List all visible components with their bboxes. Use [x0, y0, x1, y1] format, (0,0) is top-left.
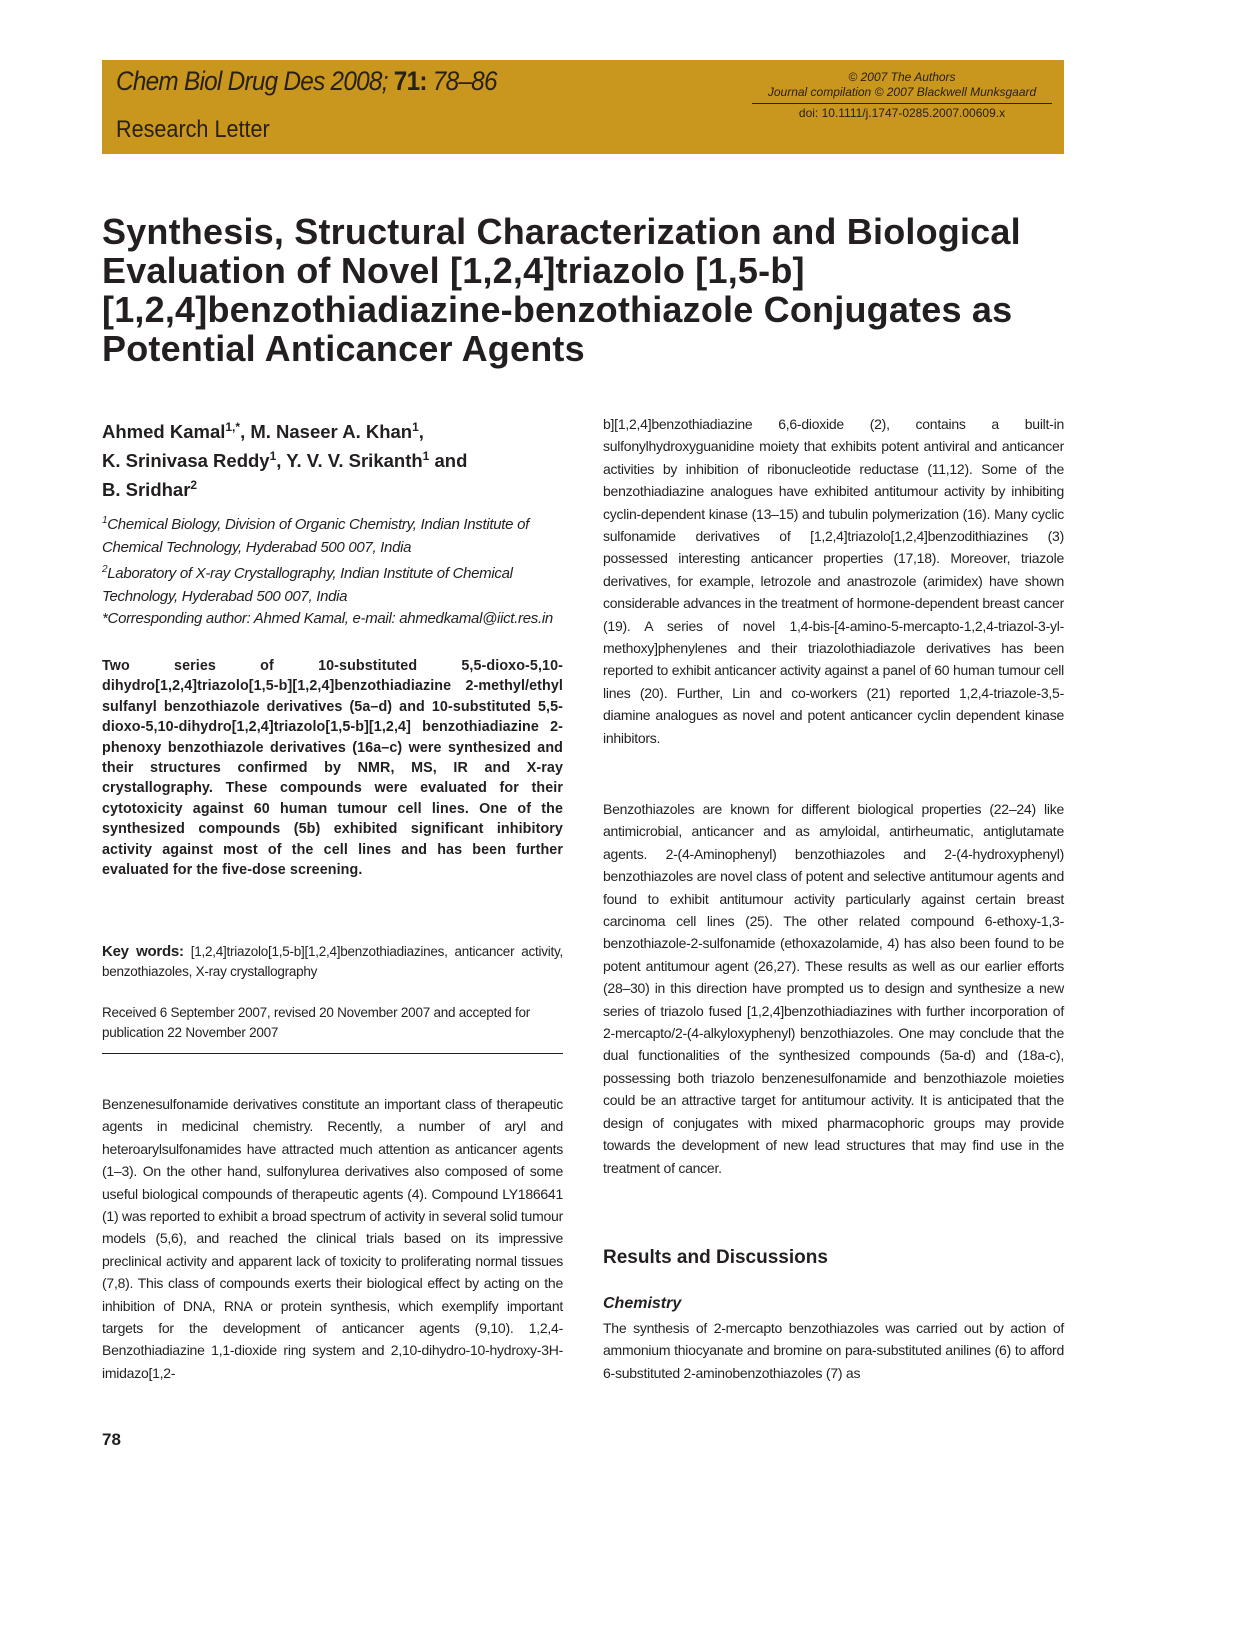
- journal-pages: 78–86: [432, 66, 497, 96]
- author-sep: ,: [418, 421, 424, 443]
- author: [102, 479, 197, 500]
- keywords-label: Key words:: [102, 943, 184, 960]
- author-sup: 1: [269, 449, 277, 464]
- author-sep: ,: [240, 421, 251, 443]
- intro-paragraph: Benzenesulfonamide derivatives constitute an important class of therapeutic agents in medicinal chemistry. Recently, a number of aryl and heteroarylsulfonamides have attracted much attention as anticancer agents (1–3). On the other hand, sulfonylurea derivatives also composed of some useful biological compounds of therapeutic agents (4). Compound LY186641 (1) was reported to exhibit a broad spectrum of activity in several solid tumour models (5,6), and reached the clinical trials based on its impressive preclinical activity and apparent lack of toxicity to proliferating normal tissues (7,8). This class of compounds exerts their biological effect by acting on the inhibition of DNA, RNA or protein synthesis, which exemplify important targets for the development of anticancer agents (9,10). 1,2,4-Benzothiadiazine 1,1-dioxide ring system and 2,10-dihydro-10-hydroxy-3H-imidazo[1,2-: [102, 1096, 563, 1381]
- abstract: Two series of 10-substituted 5,5-dioxo-5,10-dihydro[1,2,4]triazolo[1,5-b][1,2,4]benzothiadiazine 2-methyl/ethyl sulfanyl benzothiazole derivatives (5a–d) and 10-substituted 5,5-dioxo-5,10-dihydro[1,2,4]triazolo[1,5-b][1,2,4] benzothiadiazine 2-phenoxy benzothiazole derivatives (16a–c) were synthesized and their structures confirmed by NMR, MS, IR and X-ray crystallography. These compounds were evaluated for their cytotoxicity against 60 human tumour cell lines. One of the synthesized compounds (5b) exhibited significant inhibitory activity against most of the cell lines and has been further evaluated for the five-dose screening.: [102, 658, 563, 879]
- author-name: Ahmed Kamal: [102, 421, 226, 443]
- author-name: B. Sridhar: [102, 479, 191, 501]
- affiliation-sup: 1: [102, 515, 108, 526]
- page-number: 78: [102, 1430, 121, 1449]
- section-heading: Results and Discussions: [603, 1247, 828, 1268]
- divider: [102, 1053, 563, 1054]
- affiliation-text: Chemical Biology, Division of Organic Chemistry, Indian Institute of Chemical Technology, Hyderabad 500 007, India: [102, 516, 529, 556]
- compilation: Journal compilation © 2007 Blackwell Munksgaard: [767, 85, 1037, 99]
- author-name: M. Naseer A. Khan: [250, 421, 413, 443]
- copyright: © 2007 The Authors: [848, 70, 956, 84]
- journal-name: Chem Biol Drug Des 2008;: [116, 66, 388, 96]
- journal-header-band: [102, 60, 1064, 154]
- author-list: [102, 415, 572, 502]
- author-sep: ,: [276, 450, 287, 472]
- author: [286, 450, 467, 471]
- body-paragraph: The synthesis of 2-mercapto benzothiazoles was carried out by action of ammonium thiocyanate and bromine on para-substituted anilines (6) to afford 6-substituted 2-aminobenzothiazoles (7) as: [603, 1320, 1064, 1381]
- author-sup: 1: [412, 420, 419, 434]
- author-sup: 1: [422, 449, 430, 464]
- subsection-heading: Chemistry: [603, 1295, 682, 1312]
- article-type: Research Letter: [116, 116, 270, 143]
- corresponding-author: *Corresponding author: Ahmed Kamal, e-mail: ahmedkamal@iict.res.in: [102, 610, 553, 627]
- author-sup: 1,*: [225, 420, 241, 434]
- affiliation: [102, 559, 572, 608]
- copyright-block: [752, 70, 1052, 121]
- author-sep: and: [429, 450, 468, 472]
- journal-citation: [116, 66, 497, 97]
- author: [102, 421, 250, 442]
- affiliation: [102, 510, 572, 559]
- author-name: Y. V. V. Srikanth: [286, 450, 423, 472]
- keywords: [102, 942, 563, 982]
- keywords-text: [1,2,4]triazolo[1,5-b][1,2,4]benzothiadiazines, anticancer activity, benzothiazoles, X-ray crystallography: [102, 944, 563, 979]
- affiliations: [102, 510, 572, 631]
- doi[interactable]: doi: 10.1111/j.1747-0285.2007.00609.x: [752, 103, 1052, 121]
- body-paragraph: b][1,2,4]benzothiadiazine 6,6-dioxide (2), contains a built-in sulfonylhydroxyguanidine moiety that exhibits potent antiviral and anticancer activities by inhibition of ribonucleotide reductase (11,12). Some of the benzothiadiazine analogues have exhibited antitumour activity by inhibiting cyclin-dependent kinase (13–15) and tubulin polymerization (16). Many cyclic sulfonamide derivatives of [1,2,4]triazolo[1,2,4]benzodithiazines (3) possessed interesting anticancer properties (17,18). Moreover, triazole derivatives, for example, letrozole and anastrozole (arimidex) have shown considerable advances in the treatment of hormone-dependent breast cancer (19). A series of novel 1,4-bis-[4-amino-5-mercapto-1,2,4-triazol-3-yl-methoxy]phenylenes and their triazolothiadiazole derivatives has been reported to exhibit anticancer activity against a panel of 60 human tumour cell lines (20). Further, Lin and co-workers (21) reported 1,2,4-triazole-3,5-diamine analogues as novel and potent anticancer cyclin dependent kinase inhibitors.: [603, 416, 1064, 746]
- author: [102, 450, 286, 471]
- author-name: K. Srinivasa Reddy: [102, 450, 270, 472]
- affiliation-text: Laboratory of X-ray Crystallography, Indian Institute of Chemical Technology, Hyderabad 500 007, India: [102, 565, 513, 605]
- author-sup: 2: [190, 478, 198, 493]
- author: [250, 421, 424, 442]
- received-dates: Received 6 September 2007, revised 20 November 2007 and accepted for publication 22 November 2007: [102, 1005, 531, 1040]
- body-paragraph: Benzothiazoles are known for different biological properties (22–24) like antimicrobial, anticancer and as amyloidal, antirheumatic, antiglutamate agents. 2-(4-Aminophenyl) benzothiazoles and 2-(4-hydroxyphenyl) benzothiazoles are novel class of potent and selective antitumour agents and found to exhibit antitumour activity particularly against certain breast carcinoma cell lines (25). The other related compound 6-ethoxy-1,3-benzothiazole-2-sulfonamide (ethoxazolamide, 4) has also been found to be potent antitumour agent (26,27). These results as well as our earlier efforts (28–30) in this direction have prompted us to design and synthesize a new series of triazolo fused [1,2,4]benzothiadiazines with further incorporation of 2-mercapto/2-(4-alkyloxyphenyl) benzothiazoles. One may conclude that the dual functionalities of the synthesized compounds (5a-d) and (18a-c), possessing both triazolo benzenesulfonamide and benzothiazole moieties could be an attractive target for antitumour activity. It is anticipated that the design of conjugates with mixed pharmacophoric groups may provide towards the development of new lead structures that may find use in the treatment of cancer.: [603, 801, 1064, 1176]
- affiliation-sup: 2: [102, 564, 108, 575]
- journal-volume: 71:: [393, 66, 427, 96]
- article-title: Synthesis, Structural Characterization and Biological Evaluation of Novel [1,2,4]triazolo [1,5-b][1,2,4]benzothiadiazine-benzothiazole Conjugates as Potential Anticancer Agents: [102, 211, 1021, 369]
